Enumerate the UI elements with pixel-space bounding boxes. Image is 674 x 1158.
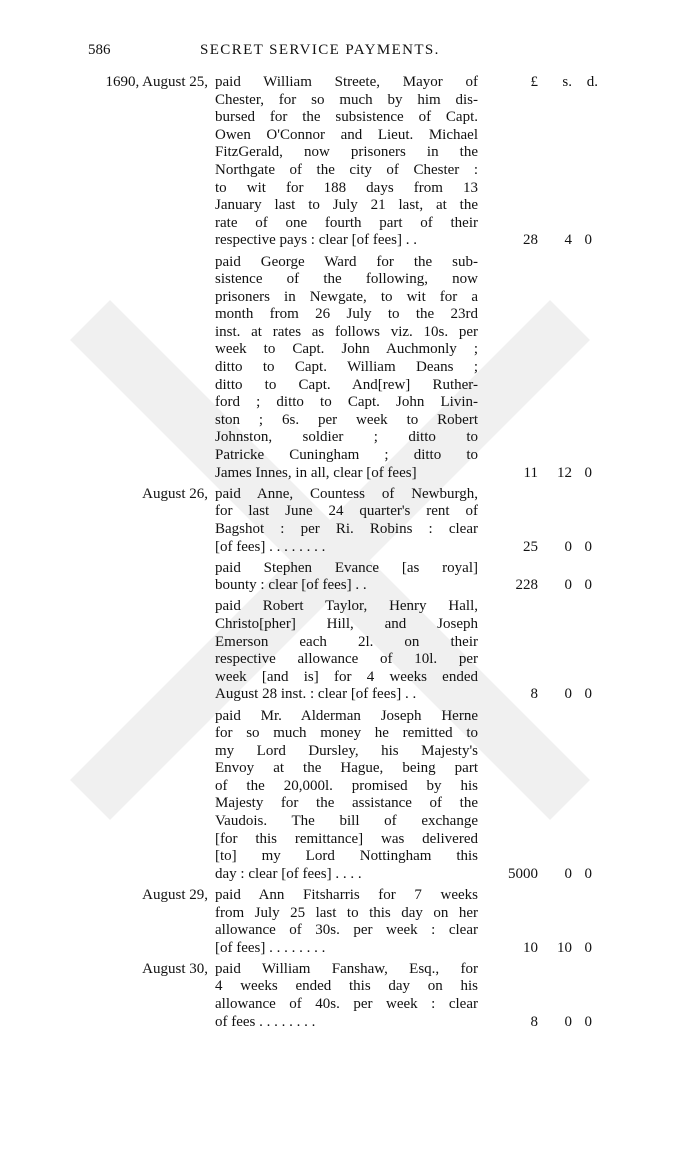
amount-pence: 0 — [584, 538, 592, 555]
entry-text — [215, 961, 478, 1031]
entry-text-line: [of fees] . . . . . . . . — [215, 939, 326, 956]
amount-pence: 0 — [584, 232, 592, 249]
entry-text-line: allowance of 30s. per week : clear — [215, 922, 478, 939]
entry-text-line: paid William Fanshaw, Esq., for — [215, 960, 478, 977]
entry-text-line: allowance of 40s. per week : clear — [215, 996, 478, 1013]
entry-text-line: for last June 24 quarter's rent of — [215, 503, 478, 520]
amount-shillings: 0 — [564, 1013, 572, 1030]
amount-pounds: 10 — [523, 939, 538, 956]
entry-text-line: paid Ann Fitsharris for 7 weeks — [215, 887, 478, 903]
entry-text-line: August 28 inst. : clear [of fees] . . — [215, 686, 417, 703]
entry-text-line: prisoners in Newgate, to wit for a — [215, 288, 478, 305]
entry-text-line: to wit for 188 days from 13 — [215, 179, 478, 196]
entry-text-line: James Innes, in all, clear [of fees] — [215, 464, 417, 481]
entry-text-line: paid George Ward for the sub- — [215, 253, 478, 270]
entry-text-line: week [and is] for 4 weeks ended — [215, 668, 478, 685]
entry-text-line: Christo[pher] Hill, and Joseph — [215, 615, 478, 632]
entry-text-line: respective allowance of 10l. per — [215, 651, 478, 668]
entry-text-line: Patricke Cuningham ; ditto to — [215, 447, 478, 464]
entry-text-line: paid Stephen Evance [as royal] — [215, 559, 478, 576]
entry-text-line: [for this remittance] was delivered — [215, 830, 478, 847]
entry-text — [215, 887, 478, 957]
entry-text-line: ston ; 6s. per week to Robert — [215, 411, 478, 428]
amount-pence: 0 — [584, 1013, 592, 1030]
entry-text-line: month from 26 July to the 23rd — [215, 306, 478, 323]
amount-pence: 0 — [584, 464, 592, 481]
running-head: SECRET SERVICE PAYMENTS. — [200, 42, 440, 58]
amount-pence: 0 — [584, 865, 592, 882]
entry-text — [215, 560, 478, 595]
amount-pounds: 28 — [523, 232, 538, 249]
amount-pounds: 228 — [515, 577, 538, 594]
entry-text-line: sistence of the following, now — [215, 271, 478, 288]
entry-text-line: ditto to Capt. And[rew] Ruther- — [215, 376, 478, 393]
entry-text-line: ford ; ditto to Capt. John Livin- — [215, 394, 478, 411]
entry-text-line: rate of one fourth part of their — [215, 214, 478, 231]
amount-pence: 0 — [584, 577, 592, 594]
pence-header: d. — [586, 74, 598, 90]
amount-pounds: 11 — [523, 464, 538, 481]
entry-text-line: my Lord Dursley, his Majesty's — [215, 742, 478, 759]
amount-shillings: 0 — [564, 865, 572, 882]
amount-pence: 0 — [584, 939, 592, 956]
entry-text-line: Emerson each 2l. on their — [215, 633, 478, 650]
entry-text-line: [of fees] . . . . . . . . — [215, 538, 326, 555]
entry-text-line: FitzGerald, now prisoners in the — [215, 144, 478, 161]
amount-shillings: 4 — [564, 232, 572, 249]
entry-text-line: paid Anne, Countess of Newburgh, — [215, 485, 478, 502]
entry-text-line: Majesty for the assistance of the — [215, 795, 478, 812]
amount-pounds: 8 — [530, 1013, 538, 1030]
amount-pence: 0 — [584, 686, 592, 703]
entry-text-line: Vaudois. The bill of exchange — [215, 813, 478, 830]
entry-text-line: for so much money he remitted to — [215, 725, 478, 742]
entry-text-line: bounty : clear [of fees] . . — [215, 577, 367, 594]
entry-text — [215, 74, 478, 250]
entry-text-line: 4 weeks ended this day on his — [215, 978, 478, 995]
entry-text — [215, 486, 478, 556]
amount-shillings: 12 — [557, 464, 572, 481]
amount-pounds: 25 — [523, 538, 538, 555]
shillings-header: s. — [562, 74, 572, 90]
entry-text-line: Envoy at the Hague, being part — [215, 760, 478, 777]
entry-text-line: of the 20,000l. promised by his — [215, 777, 478, 794]
entry-text-line: day : clear [of fees] . . . . — [215, 865, 362, 882]
entry-text-line: respective pays : clear [of fees] . . — [215, 232, 417, 249]
entry-text — [215, 598, 478, 704]
amount-shillings: 0 — [564, 686, 572, 703]
entry-date: August 30, — [142, 960, 208, 977]
pounds-header: £ — [530, 74, 538, 90]
entry-text-line: paid William Streete, Mayor of — [215, 74, 478, 90]
entry-text — [215, 708, 478, 884]
entry-text-line: from July 25 last to this day on her — [215, 904, 478, 921]
entry-text-line: paid Mr. Alderman Joseph Herne — [215, 707, 478, 724]
entry-text-line: week to Capt. John Auchmonly ; — [215, 341, 478, 358]
amount-shillings: 0 — [564, 538, 572, 555]
amount-pounds: 8 — [530, 686, 538, 703]
amount-shillings: 10 — [557, 939, 572, 956]
entry-text-line: bursed for the subsistence of Capt. — [215, 109, 478, 126]
page-number: 586 — [88, 42, 111, 58]
entry-text-line: paid Robert Taylor, Henry Hall, — [215, 598, 478, 615]
entry-text-line: Owen O'Connor and Lieut. Michael — [215, 126, 478, 143]
entry-text — [215, 254, 478, 483]
entry-text-line: Northgate of the city of Chester : — [215, 161, 478, 178]
entry-text-line: inst. at rates as follows viz. 10s. per — [215, 323, 478, 340]
entry-text-line: Johnston, soldier ; ditto to — [215, 429, 478, 446]
entry-text-line: of fees . . . . . . . . — [215, 1013, 316, 1030]
entry-text-line: January last to July 21 last, at the — [215, 197, 478, 214]
entry-date: August 26, — [142, 485, 208, 502]
entry-text-line: Chester, for so much by him dis- — [215, 91, 478, 108]
entry-date: 1690, August 25, — [105, 74, 208, 90]
amount-pounds: 5000 — [508, 865, 538, 882]
amount-shillings: 0 — [564, 577, 572, 594]
entry-text-line: [to] my Lord Nottingham this — [215, 848, 478, 865]
entry-text-line: Bagshot : per Ri. Robins : clear — [215, 520, 478, 537]
entry-text-line: ditto to Capt. William Deans ; — [215, 359, 478, 376]
entry-date: August 29, — [142, 887, 208, 903]
